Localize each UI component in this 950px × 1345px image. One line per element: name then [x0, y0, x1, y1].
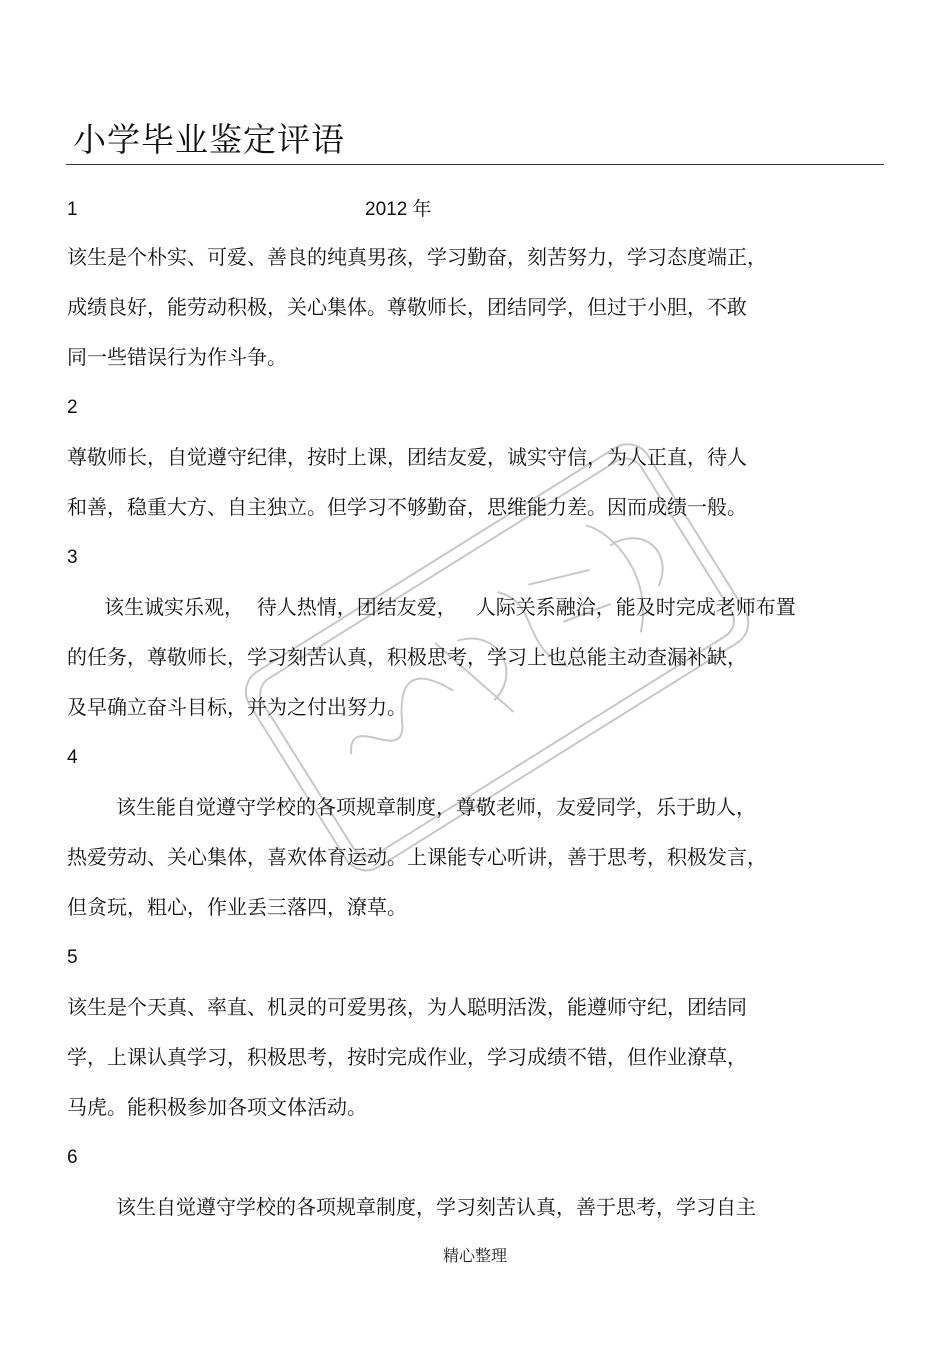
comment-line: 的任务，尊敬师长，学习刻苦认真，积极思考，学习上也总能主动查漏补缺， [67, 645, 747, 669]
comment-line: 马虎。能积极参加各项文体活动。 [67, 1095, 367, 1119]
comment-line: 尊敬师长，自觉遵守纪律，按时上课，团结友爱，诚实守信，为人正直，待人 [67, 445, 747, 469]
entry-number: 1 [67, 199, 78, 220]
comment-line: 学，上课认真学习，积极思考，按时完成作业，学习成绩不错，但作业潦草， [67, 1045, 747, 1069]
comment-line: 该生诚实乐观， 待人热情，团结友爱， 人际关系融洽，能及时完成老师布置 [104, 595, 796, 619]
page-footer: 精心整理 [442, 1246, 507, 1265]
comment-line: 该生是个朴实、可爱、善良的纯真男孩，学习勤奋，刻苦努力，学习态度端正， [67, 245, 767, 269]
watermark-stroke [435, 616, 530, 727]
comment-line: 但贪玩，粗心，作业丢三落四，潦草。 [67, 895, 407, 919]
comment-line: 该生自觉遵守学校的各项规章制度，学习刻苦认真，善于思考，学习自主 [116, 1195, 756, 1219]
entry-number: 4 [67, 747, 78, 768]
title-divider [66, 164, 884, 165]
page-title: 小学毕业鉴定评语 [73, 120, 345, 159]
comment-line: 该生能自觉遵守学校的各项规章制度，尊敬老师，友爱同学，乐于助人， [116, 795, 756, 819]
entry-number: 5 [67, 947, 78, 968]
comment-line: 及早确立奋斗目标，并为之付出努力。 [67, 695, 407, 719]
comment-line: 该生是个天真、率直、机灵的可爱男孩，为人聪明活泼，能遵师守纪，团结同 [67, 995, 747, 1019]
comment-line: 同一些错误行为作斗争。 [67, 345, 287, 369]
comment-line: 和善，稳重大方、自主独立。但学习不够勤奋，思维能力差。因而成绩一般。 [67, 495, 747, 519]
year-label: 2012 年 [365, 199, 432, 220]
entry-number: 2 [67, 397, 78, 418]
entry-number: 6 [67, 1147, 78, 1168]
comment-line: 成绩良好，能劳动积极，关心集体。尊敬师长，团结同学，但过于小胆，不敢 [67, 295, 747, 319]
entry-number: 3 [67, 547, 78, 568]
comment-line: 热爱劳动、关心集体，喜欢体育运动。上课能专心听讲，善于思考，积极发言， [67, 845, 767, 869]
